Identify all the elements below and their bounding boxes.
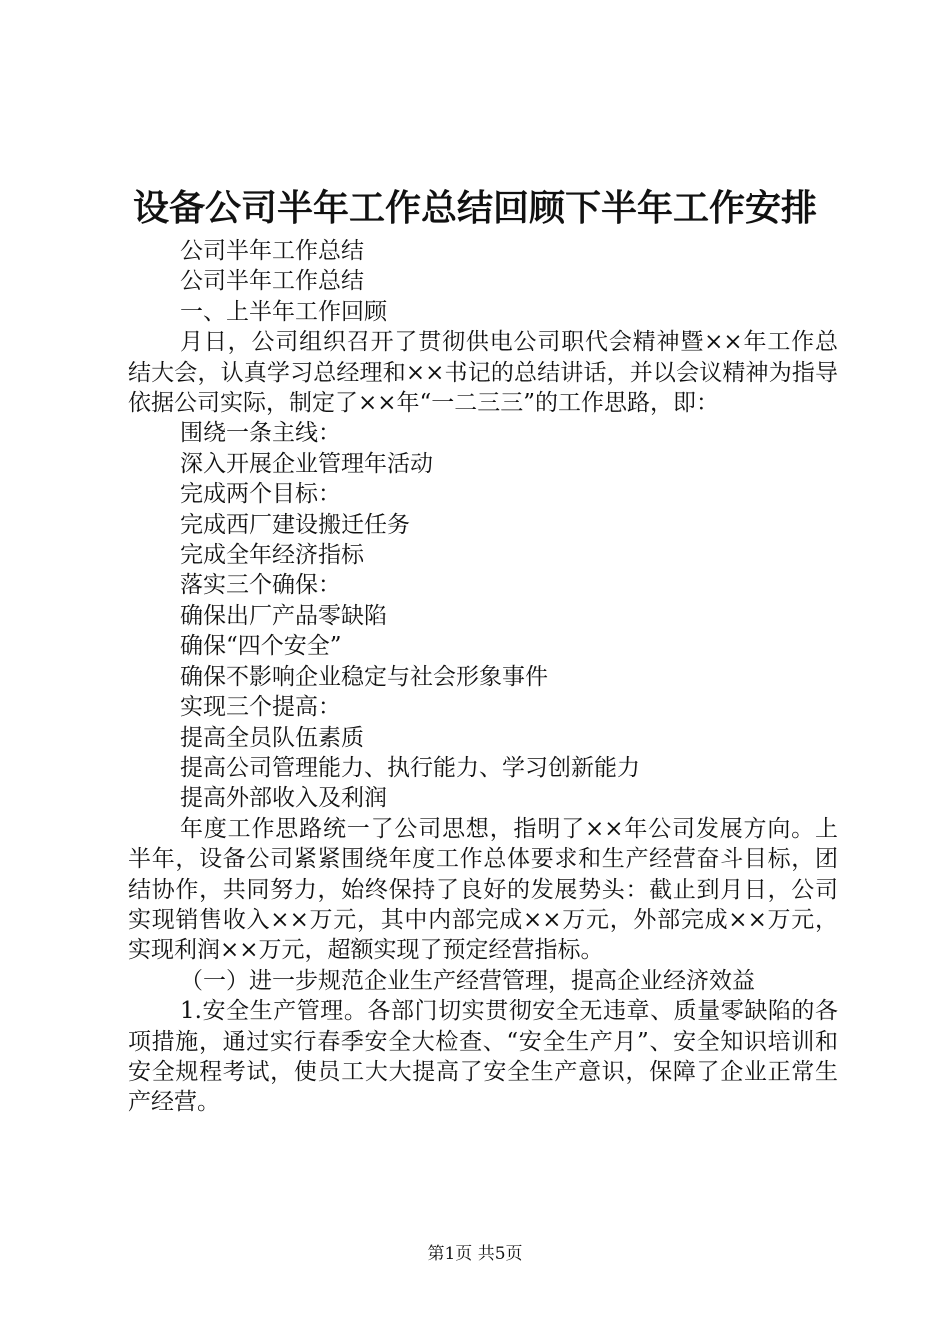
page-footer: 第1页 共5页 [427, 1244, 523, 1264]
list-item: 提高全员队伍素质 [180, 724, 364, 751]
list-item: 深入开展企业管理年活动 [180, 450, 433, 477]
paragraph-summary: 年度工作思路统一了公司思想，指明了××年公司发展方向。上半年，设备公司紧紧围绕年度工作总体要求和生产经营奋斗目标，团结协作，共同努力，始终保持了良好的发展势头：截止到月日，公司实现销售收入××万元，其中内部完成××万元，外部完成××万元，实现利润××万元，超额实现了预定经营指标。 [128, 815, 838, 964]
subtitle-line: 公司半年工作总结 [180, 238, 364, 264]
list-item: 实现三个提高： [180, 694, 341, 721]
section-heading: 一、上半年工作回顾 [180, 298, 387, 325]
list-item: 确保“四个安全” [180, 633, 342, 660]
list-item: 完成两个目标： [180, 481, 341, 508]
subsection-heading: （一）进一步规范企业生产经营管理，提高企业经济效益 [180, 967, 755, 994]
list-item: 提高外部收入及利润 [180, 785, 387, 812]
list-item: 确保出厂产品零缺陷 [180, 602, 387, 629]
subtitle-line: 公司半年工作总结 [180, 268, 364, 295]
list-item: 提高公司管理能力、执行能力、学习创新能力 [180, 754, 640, 781]
paragraph-safety: 1.安全生产管理。各部门切实贯彻安全无违章、质量零缺陷的各项措施，通过实行春季安全大检查、“安全生产月”、安全知识培训和安全规程考试，使员工大大提高了安全生产意识，保障了企业正常生产经营。 [128, 998, 838, 1116]
list-item: 确保不影响企业稳定与社会形象事件 [180, 663, 548, 690]
list-item: 完成西厂建设搬迁任务 [180, 511, 410, 538]
list-item: 围绕一条主线： [180, 420, 341, 447]
list-item: 完成全年经济指标 [180, 542, 364, 569]
document-body [128, 236, 838, 1118]
list-item: 落实三个确保： [180, 572, 341, 599]
document-title: 设备公司半年工作总结回顾下半年工作安排 [132, 187, 817, 229]
paragraph-intro: 月日，公司组织召开了贯彻供电公司职代会精神暨××年工作总结大会，认真学习总经理和××书记的总结讲话，并以会议精神为指导依据公司实际，制定了××年“一二三三”的工作思路，即： [128, 329, 838, 417]
